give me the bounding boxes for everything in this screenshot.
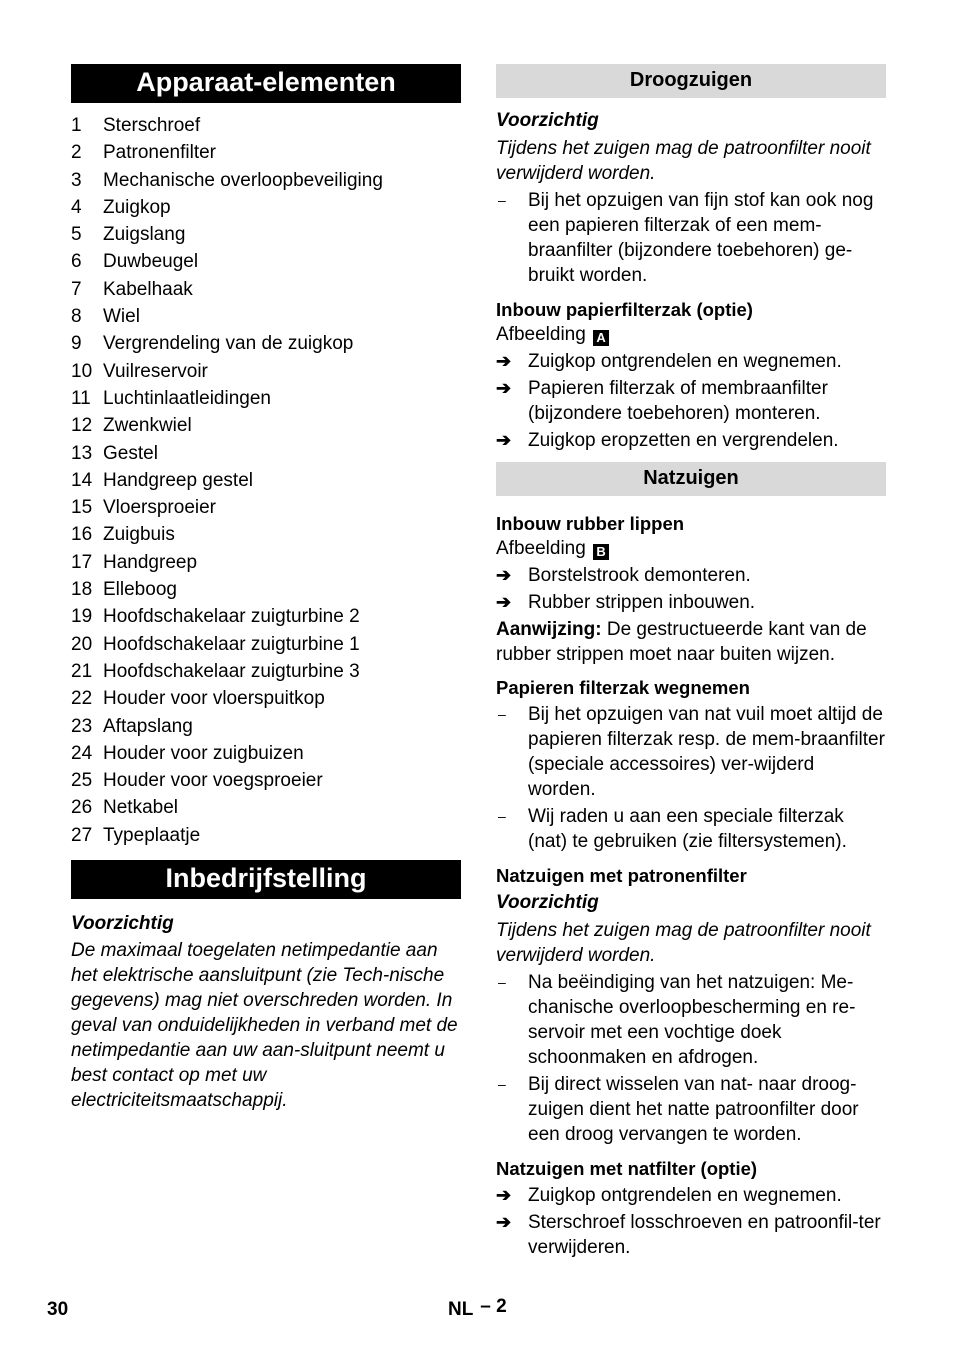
dash-item	[496, 970, 886, 1070]
caution-text: Tijdens het zuigen mag de patroonfilter nooit verwijderd worden.	[496, 138, 871, 184]
step-text: Borstelstrook demonteren.	[528, 565, 751, 586]
item-number: 14	[71, 469, 93, 491]
subheading-rubber-lippen: Inbouw rubber lippen	[496, 513, 685, 534]
right-column	[496, 64, 886, 1260]
section-title-inbedrijfstelling: Inbedrijfstelling	[71, 860, 461, 899]
item-label: Vuilreservoir	[103, 360, 208, 382]
item-label: Handgreep gestel	[103, 469, 253, 491]
item-label: Vloersproeier	[103, 497, 216, 519]
item-label: Mechanische overloopbeveiliging	[103, 169, 383, 191]
list-item	[71, 167, 461, 194]
item-number: 5	[71, 224, 82, 246]
step-item	[496, 590, 886, 615]
item-number: 17	[71, 551, 93, 573]
item-label: Kabelhaak	[103, 278, 193, 300]
step-item	[496, 349, 886, 374]
list-item	[71, 631, 461, 658]
section-title-apparaat-elementen: Apparaat-elementen	[71, 64, 461, 103]
caution-heading: Voorzichtig	[496, 110, 599, 131]
section-title-droogzuigen: Droogzuigen	[496, 64, 886, 98]
figure-label: Afbeelding	[496, 538, 586, 559]
step-text: Zuigkop ontgrendelen en wegnemen.	[528, 351, 842, 372]
item-label: Zuigkop	[103, 196, 171, 218]
list-item	[71, 603, 461, 630]
item-label: Zuigslang	[103, 224, 186, 246]
item-label: Zuigbuis	[103, 524, 175, 546]
arrow-icon: ➔	[496, 351, 512, 371]
step-text: Zuigkop eropzetten en vergrendelen.	[528, 430, 839, 451]
item-number: 24	[71, 742, 93, 764]
note-label: Aanwijzing:	[496, 619, 602, 640]
step-text: Rubber strippen inbouwen.	[528, 592, 756, 613]
list-item	[71, 358, 461, 385]
list-item	[71, 521, 461, 548]
item-label: Netkabel	[103, 797, 178, 819]
list-item	[71, 330, 461, 357]
item-label: Zwenkwiel	[103, 415, 192, 437]
item-number: 16	[71, 524, 93, 546]
item-label: Sterschroef	[103, 115, 201, 136]
patronenfilter-dashes	[496, 970, 886, 1147]
list-item	[71, 494, 461, 521]
item-number: 10	[71, 360, 93, 382]
item-number: 26	[71, 797, 93, 819]
subheading-natfilter: Natzuigen met natfilter (optie)	[496, 1158, 758, 1179]
item-number: 4	[71, 196, 82, 218]
figure-reference	[496, 536, 886, 561]
step-text: Zuigkop ontgrendelen en wegnemen.	[528, 1185, 842, 1206]
language-code: NL	[448, 1299, 473, 1320]
dash-item	[496, 702, 886, 802]
dash-bullet: –	[498, 192, 506, 208]
list-item	[71, 740, 461, 767]
dash-item	[496, 1072, 886, 1147]
list-item	[71, 221, 461, 248]
arrow-icon: ➔	[496, 565, 512, 585]
figure-letter-badge: B	[593, 544, 609, 560]
section-title-natzuigen: Natzuigen	[496, 462, 886, 496]
list-item	[71, 576, 461, 603]
note-paragraph	[496, 617, 886, 667]
item-number: 23	[71, 715, 93, 737]
item-number: 22	[71, 688, 93, 710]
list-item	[71, 303, 461, 330]
left-column	[71, 64, 461, 1113]
list-item	[71, 276, 461, 303]
item-number: 6	[71, 251, 82, 273]
dash-item	[496, 188, 886, 288]
natfilter-steps	[496, 1183, 886, 1260]
list-item	[71, 467, 461, 494]
caution-text: De maximaal toegelaten netimpedantie aan het elektrische aansluitpunt (zie Tech-nische gegevens) mag niet overschreden worden. In geval van onduidelijkheden in verband met de netimpedantie aan uw aan-sluitpunt neemt u best contact op met uw electriciteitsmaatschappij.	[71, 940, 458, 1112]
list-item	[71, 440, 461, 467]
dry-steps	[496, 349, 886, 453]
item-number: 25	[71, 770, 93, 792]
list-item	[71, 112, 461, 139]
dash-text: Bij het opzuigen van fijn stof kan ook nog een papieren filterzak of een mem-braanfilter (bijzondere toebehoren) ge-bruikt worden.	[528, 190, 874, 286]
dash-bullet: –	[498, 706, 506, 722]
item-label: Houder voor voegsproeier	[103, 770, 323, 792]
list-item	[71, 713, 461, 740]
item-number: 13	[71, 442, 93, 464]
item-number: 27	[71, 824, 93, 846]
item-label: Houder voor zuigbuizen	[103, 742, 304, 764]
item-number: 12	[71, 415, 93, 437]
footer-language	[448, 1297, 507, 1322]
list-item	[71, 767, 461, 794]
step-item	[496, 376, 886, 426]
arrow-icon: ➔	[496, 1185, 512, 1205]
figure-reference	[496, 322, 886, 347]
item-label: Wiel	[103, 306, 140, 328]
figure-letter-badge: A	[593, 330, 609, 346]
item-number: 7	[71, 278, 82, 300]
figure-label: Afbeelding	[496, 324, 586, 345]
subheading-papierfilterzak: Inbouw papierfilterzak (optie)	[496, 299, 753, 320]
dash-text: Bij direct wisselen van nat- naar droog-zuigen dient het natte patroonfilter door een droog vervangen te worden.	[528, 1074, 859, 1145]
list-item	[71, 139, 461, 166]
step-item	[496, 1210, 886, 1260]
item-number: 3	[71, 169, 82, 191]
item-number: 8	[71, 306, 82, 328]
dash-text: Bij het opzuigen van nat vuil moet altijd de papieren filterzak resp. de mem-braanfilter (speciale accessoires) ver-wijderd worden.	[528, 704, 885, 800]
list-item	[71, 194, 461, 221]
step-item	[496, 563, 886, 588]
list-item	[71, 412, 461, 439]
rubber-steps	[496, 563, 886, 615]
step-item	[496, 428, 886, 453]
dash-bullet: –	[498, 1076, 506, 1092]
item-label: Luchtinlaatleidingen	[103, 387, 271, 409]
item-label: Aftapslang	[103, 715, 193, 737]
item-label: Vergrendeling van de zuigkop	[103, 333, 354, 355]
item-label: Hoofdschakelaar zuigturbine 1	[103, 633, 360, 655]
dash-text: Wij raden u aan een speciale filterzak (nat) te gebruiken (zie filtersystemen).	[528, 806, 847, 852]
item-label: Gestel	[103, 442, 158, 464]
parts-list	[71, 112, 461, 849]
item-number: 9	[71, 333, 82, 355]
dash-text: Na beëindiging van het natzuigen: Me-chanische overloopbescherming en re-servoir met een vochtige doek schoonmaken en afdrogen.	[528, 972, 856, 1068]
item-number: 20	[71, 633, 93, 655]
dash-item	[496, 804, 886, 854]
caution-heading: Voorzichtig	[71, 913, 174, 935]
arrow-icon: ➔	[496, 592, 512, 612]
item-number: 19	[71, 606, 93, 628]
list-item	[71, 658, 461, 685]
item-label: Hoofdschakelaar zuigturbine 3	[103, 660, 360, 682]
item-label: Patronenfilter	[103, 142, 217, 164]
item-label: Elleboog	[103, 579, 177, 601]
note-text: De gestructueerde kant van de rubber strippen moet naar buiten wijzen.	[496, 619, 867, 665]
item-number: 15	[71, 497, 93, 519]
dash-bullet: –	[498, 974, 506, 990]
sub-page-number: – 2	[480, 1296, 507, 1317]
item-number: 11	[71, 387, 91, 409]
step-text: Papieren filterzak of membraanfilter (bijzondere toebehoren) monteren.	[528, 378, 828, 424]
item-label: Typeplaatje	[103, 824, 201, 846]
page-number: 30	[47, 1299, 69, 1320]
list-item	[71, 794, 461, 821]
item-number: 21	[71, 660, 93, 682]
step-item	[496, 1183, 886, 1208]
list-item	[71, 549, 461, 576]
item-label: Houder voor vloerspuitkop	[103, 688, 325, 710]
item-number: 2	[71, 142, 82, 164]
subheading-patronenfilter: Natzuigen met patronenfilter	[496, 865, 747, 886]
item-label: Handgreep	[103, 551, 198, 573]
step-text: Sterschroef losschroeven en patroonfil-ter verwijderen.	[528, 1212, 881, 1258]
item-number: 1	[71, 115, 82, 136]
subheading-filterzak-wegnemen: Papieren filterzak wegnemen	[496, 677, 750, 698]
list-item	[71, 385, 461, 412]
arrow-icon: ➔	[496, 378, 512, 398]
arrow-icon: ➔	[496, 430, 512, 450]
filterzak-dashes	[496, 702, 886, 854]
list-item	[71, 822, 461, 849]
item-number: 18	[71, 579, 93, 601]
dash-bullet: –	[498, 808, 506, 824]
caution-heading: Voorzichtig	[496, 892, 599, 913]
item-label: Duwbeugel	[103, 251, 199, 273]
caution-text: Tijdens het zuigen mag de patroonfilter nooit verwijderd worden.	[496, 920, 871, 966]
item-label: Hoofdschakelaar zuigturbine 2	[103, 606, 360, 628]
list-item	[71, 248, 461, 275]
list-item	[71, 685, 461, 712]
arrow-icon: ➔	[496, 1212, 512, 1232]
